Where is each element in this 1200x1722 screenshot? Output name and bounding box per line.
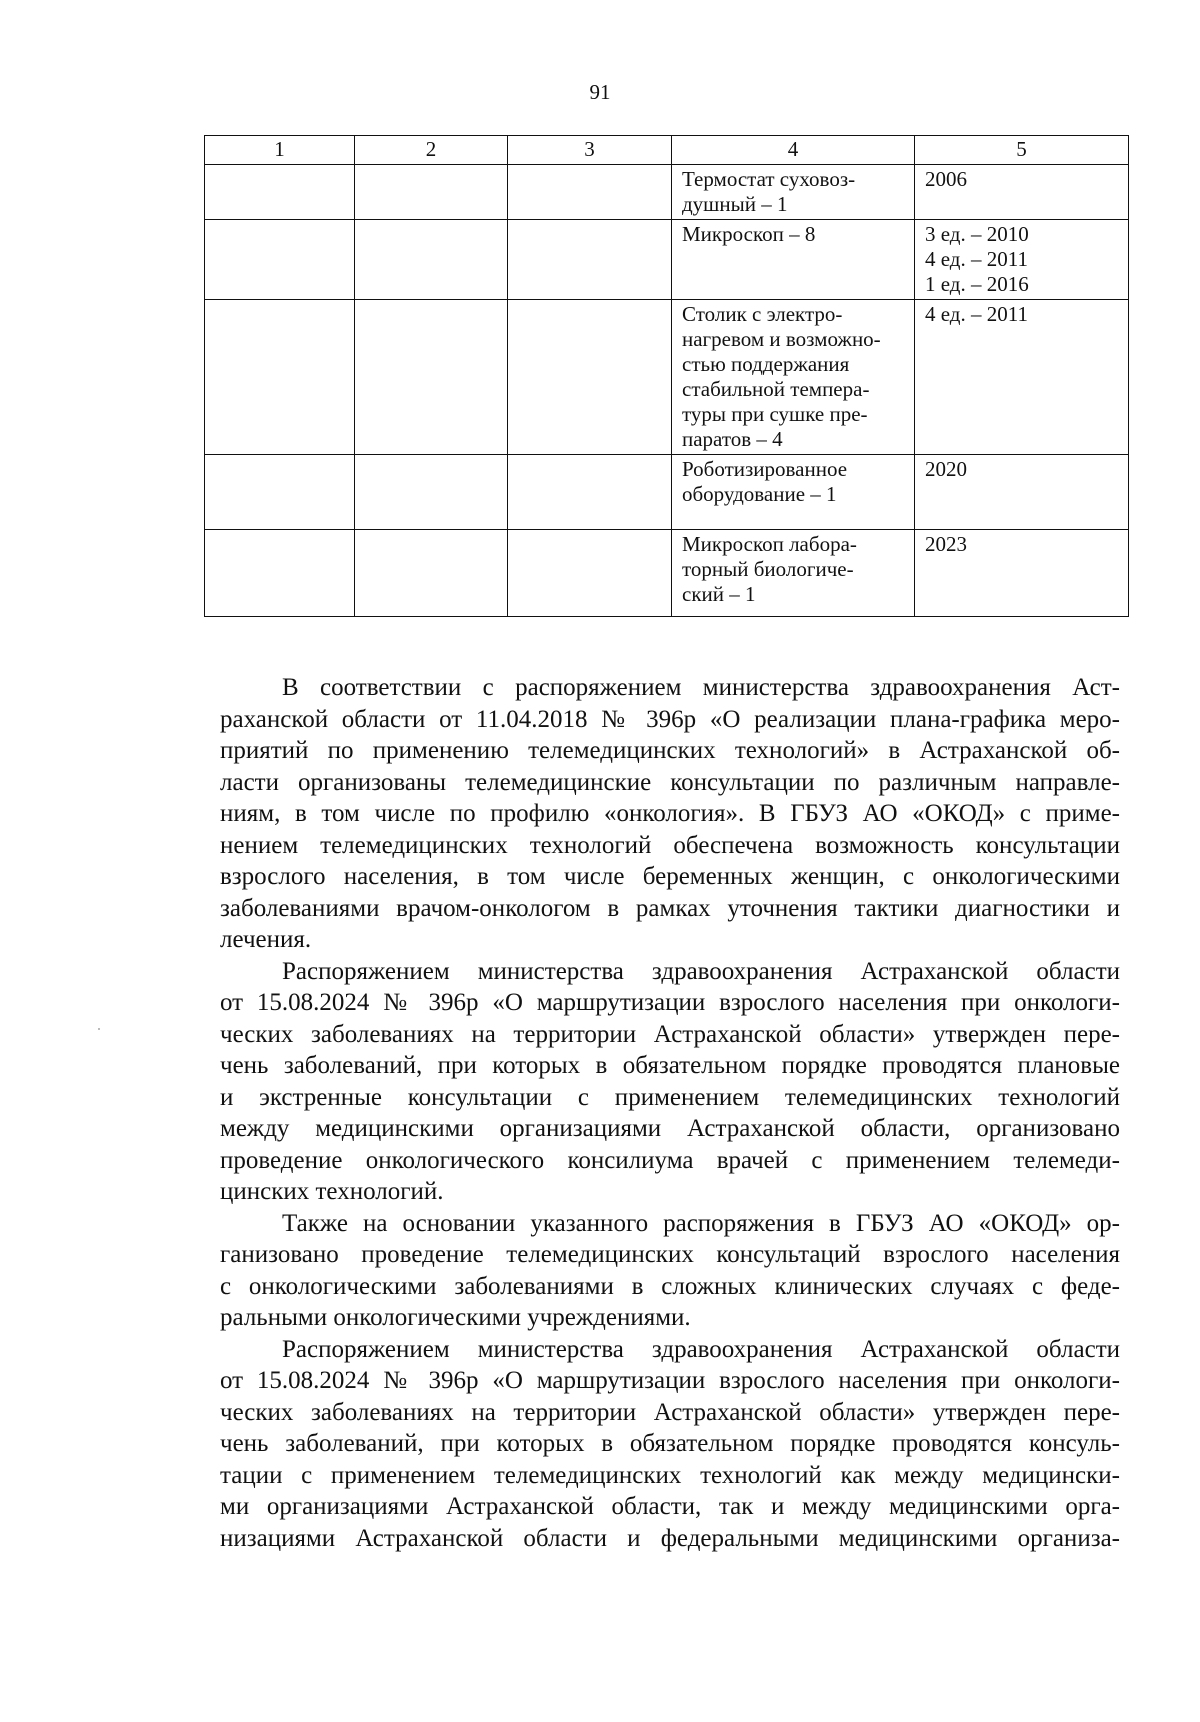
equipment-name-line: стью поддержания (682, 352, 850, 376)
empty-cell (355, 300, 508, 455)
equipment-name-line: оборудование – 1 (682, 482, 837, 506)
empty-cell (205, 300, 355, 455)
paragraph (220, 1334, 1120, 1555)
empty-cell (508, 300, 672, 455)
paragraph-line: взрослого населения, в том числе беременных женщин, с онкологическими (220, 863, 1120, 890)
paragraph-line: раханской области от 11.04.2018 № 396р «О реализации плана-графика меро- (220, 705, 1120, 733)
empty-cell (205, 455, 355, 530)
equipment-name-line: душный – 1 (682, 192, 788, 216)
equipment-year-cell (915, 530, 1129, 617)
equipment-year-line: 2020 (925, 457, 967, 481)
equipment-year-line: 2023 (925, 532, 967, 556)
paragraph-line: ческих заболеваниях на территории Астраханской области» утвержден пере- (220, 1398, 1120, 1426)
table-row (205, 455, 1129, 530)
paragraph-line: ниям, в том числе по профилю «онкология». В ГБУЗ АО «ОКОД» с приме- (220, 800, 1120, 827)
paragraph-line: ческих заболеваниях на территории Астраханской области» утвержден пере- (220, 1020, 1120, 1048)
paragraph-line: Распоряжением министерства здравоохранения Астраханской области (282, 1335, 1120, 1363)
table-row (205, 530, 1129, 617)
paragraph (220, 956, 1120, 1208)
table-row (205, 220, 1129, 300)
column-header: 1 (205, 136, 355, 165)
paragraph-line: приятий по применению телемедицинских технологий» в Астраханской об- (220, 737, 1120, 764)
equipment-year-line: 4 ед. – 2011 (925, 302, 1028, 326)
paragraph-line: и экстренные консультации с применением телемедицинских технологий (220, 1083, 1120, 1111)
column-header: 3 (508, 136, 672, 165)
equipment-name-line: Термостат суховоз- (682, 167, 856, 191)
paragraph-line: между медицинскими организациями Астраханской области, организовано (220, 1115, 1120, 1142)
empty-cell (508, 455, 672, 530)
equipment-name-line: Микроскоп лабора- (682, 532, 857, 556)
equipment-year-line: 3 ед. – 2010 (925, 222, 1029, 246)
equipment-name-line: туры при сушке пре- (682, 402, 868, 426)
equipment-name-line: Роботизированное (682, 457, 848, 481)
table-row (205, 165, 1129, 220)
paragraph-line: от 15.08.2024 № 396р «О маршрутизации взрослого населения при онкологи- (220, 1367, 1120, 1394)
equipment-year-cell (915, 455, 1129, 530)
empty-cell (205, 165, 355, 220)
equipment-table (204, 135, 1129, 617)
equipment-year-cell (915, 165, 1129, 220)
equipment-name-line: торный биологиче- (682, 557, 854, 581)
paragraph-line: ральными онкологическими учреждениями. (220, 1304, 691, 1331)
paragraph-line: низациями Астраханской области и федеральными медицинскими организа- (220, 1524, 1120, 1552)
table-row (205, 300, 1129, 455)
paragraph-line: Также на основании указанного распоряжения в ГБУЗ АО «ОКОД» ор- (282, 1209, 1120, 1237)
paragraph-line: нением телемедицинских технологий обеспечена возможность консультации (220, 831, 1120, 859)
paragraph-line: лечения. (220, 926, 312, 953)
paragraph-line: с онкологическими заболеваниями в сложных клинических случаях с феде- (220, 1272, 1120, 1300)
paragraph-line: ласти организованы телемедицинские консультации по различным направле- (220, 768, 1120, 796)
paragraph-line: цинских технологий. (220, 1178, 444, 1205)
paragraph-line: от 15.08.2024 № 396р «О маршрутизации взрослого населения при онкологи- (220, 989, 1120, 1016)
equipment-year-line: 4 ед. – 2011 (925, 247, 1028, 271)
empty-cell (205, 530, 355, 617)
column-header: 4 (672, 136, 915, 165)
paragraph-line: ми организациями Астраханской области, так и между медицинскими орга- (220, 1493, 1120, 1520)
paragraph-line: В соответствии с распоряжением министерства здравоохранения Аст- (282, 674, 1120, 701)
paragraph-line: ганизовано проведение телемедицинских консультаций взрослого населения (220, 1241, 1120, 1268)
equipment-year-line: 2006 (925, 167, 967, 191)
paragraph (220, 672, 1120, 956)
empty-cell (355, 530, 508, 617)
column-header: 2 (355, 136, 508, 165)
equipment-name-cell (672, 530, 915, 617)
empty-cell (508, 530, 672, 617)
equipment-name-cell (672, 300, 915, 455)
table-header-row (205, 136, 1129, 165)
body-text (220, 672, 1120, 1554)
equipment-name-cell (672, 220, 915, 300)
equipment-name-cell (672, 455, 915, 530)
equipment-name-line: нагревом и возможно- (682, 327, 881, 351)
empty-cell (355, 220, 508, 300)
scan-dot (98, 1028, 100, 1030)
column-header: 5 (915, 136, 1129, 165)
paragraph-line: тации с применением телемедицинских технологий как между медицински- (220, 1461, 1120, 1489)
equipment-name-line: ский – 1 (682, 582, 756, 606)
equipment-name-cell (672, 165, 915, 220)
empty-cell (355, 455, 508, 530)
paragraph-line: Распоряжением министерства здравоохранения Астраханской области (282, 957, 1120, 985)
paragraph-line: чень заболеваний, при которых в обязательном порядке проводятся консуль- (220, 1430, 1120, 1457)
equipment-name-line: Микроскоп – 8 (682, 222, 816, 246)
empty-cell (355, 165, 508, 220)
paragraph (220, 1208, 1120, 1334)
equipment-year-cell (915, 300, 1129, 455)
empty-cell (508, 165, 672, 220)
equipment-name-line: Столик с электро- (682, 302, 843, 326)
equipment-year-line: 1 ед. – 2016 (925, 272, 1029, 296)
empty-cell (508, 220, 672, 300)
empty-cell (205, 220, 355, 300)
equipment-name-line: стабильной темпера- (682, 377, 870, 401)
paragraph-line: чень заболеваний, при которых в обязательном порядке проводятся плановые (220, 1052, 1120, 1079)
paragraph-line: заболеваниями врачом-онкологом в рамках уточнения тактики диагностики и (220, 894, 1120, 922)
equipment-name-line: паратов – 4 (682, 427, 783, 451)
equipment-year-cell (915, 220, 1129, 300)
page-number: 91 (589, 80, 611, 104)
paragraph-line: проведение онкологического консилиума врачей с применением телемеди- (220, 1146, 1120, 1174)
